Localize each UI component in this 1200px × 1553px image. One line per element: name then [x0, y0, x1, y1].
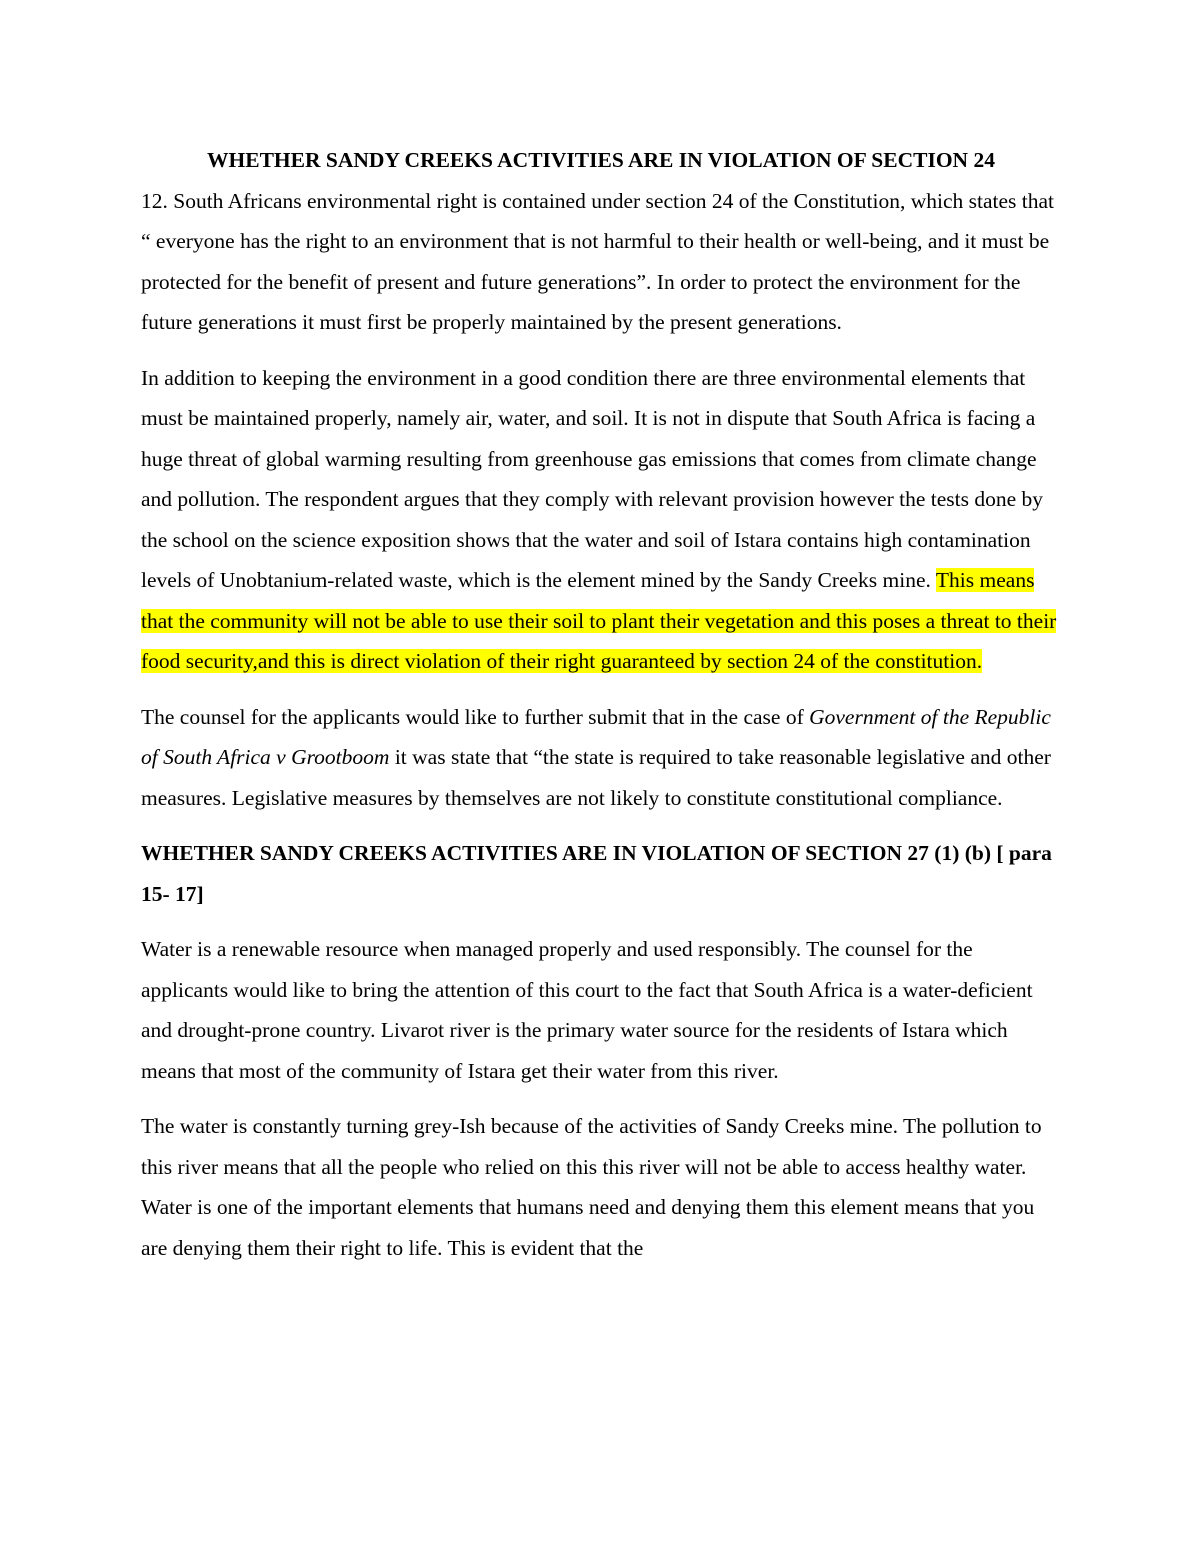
paragraph-text: In addition to keeping the environment in a good condition there are three environmental elements that must be maintained properly, namely air, water, and soil. It is not in dispute that South Africa is facing a huge threat of global warming resulting from greenhouse gas emissions that comes from climate change and pollution. The respondent argues that they comply with relevant provision however the tests done by the school on the science exposition shows that the water and soil of Istara contains high contamination levels of Unobtanium-related waste, which is the element mined by the Sandy Creeks mine.	[141, 365, 1044, 592]
paragraph-text: it was state that “the state is required to take reasonable legislative and other measures. Legislative measures by themselves are not likely to constitute constitutional compliance.	[141, 745, 1051, 810]
paragraph-environmental-elements	[141, 358, 1061, 682]
case-citation: Government of the Republic of South Africa v Grootboom	[141, 704, 1051, 769]
highlighted-text: This means that the community will not be able to use their soil to plant their vegetation and this poses a threat to their food security,and this is direct violation of their right guaranteed by section 24 of the constitution.	[141, 568, 1057, 673]
section-27-heading: WHETHER SANDY CREEKS ACTIVITIES ARE IN VIOLATION OF SECTION 27 (1) (b) [ para 15- 17]	[141, 841, 1052, 906]
paragraph-water-resource: Water is a renewable resource when managed properly and used responsibly. The counsel for the applicants would like to bring the attention of this court to the fact that South Africa is a water-deficient and drought-prone country. Livarot river is the primary water source for the residents of Istara which means that most of the community of Istara get their water from this river.	[141, 937, 1033, 1083]
paragraph-12: 12. South Africans environmental right is contained under section 24 of the Constitution, which states that “ everyone has the right to an environment that is not harmful to their health or well-being, and it must be protected for the benefit of present and future generations”. In order to protect the environment for the future generations it must first be properly maintained by the present generations.	[141, 188, 1054, 334]
paragraph-river-pollution: The water is constantly turning grey-Ish because of the activities of Sandy Creeks mine. The pollution to this river means that all the people who relied on this this river will not be able to access healthy water. Water is one of the important elements that humans need and denying them this element means that you are denying them their right to life. This is evident that the	[141, 1114, 1042, 1260]
document-page	[141, 140, 1061, 1283]
section-24-heading: WHETHER SANDY CREEKS ACTIVITIES ARE IN VIOLATION OF SECTION 24	[207, 148, 995, 172]
paragraph-text: The counsel for the applicants would like to further submit that in the case of	[141, 704, 810, 729]
paragraph-grootboom	[141, 697, 1061, 819]
